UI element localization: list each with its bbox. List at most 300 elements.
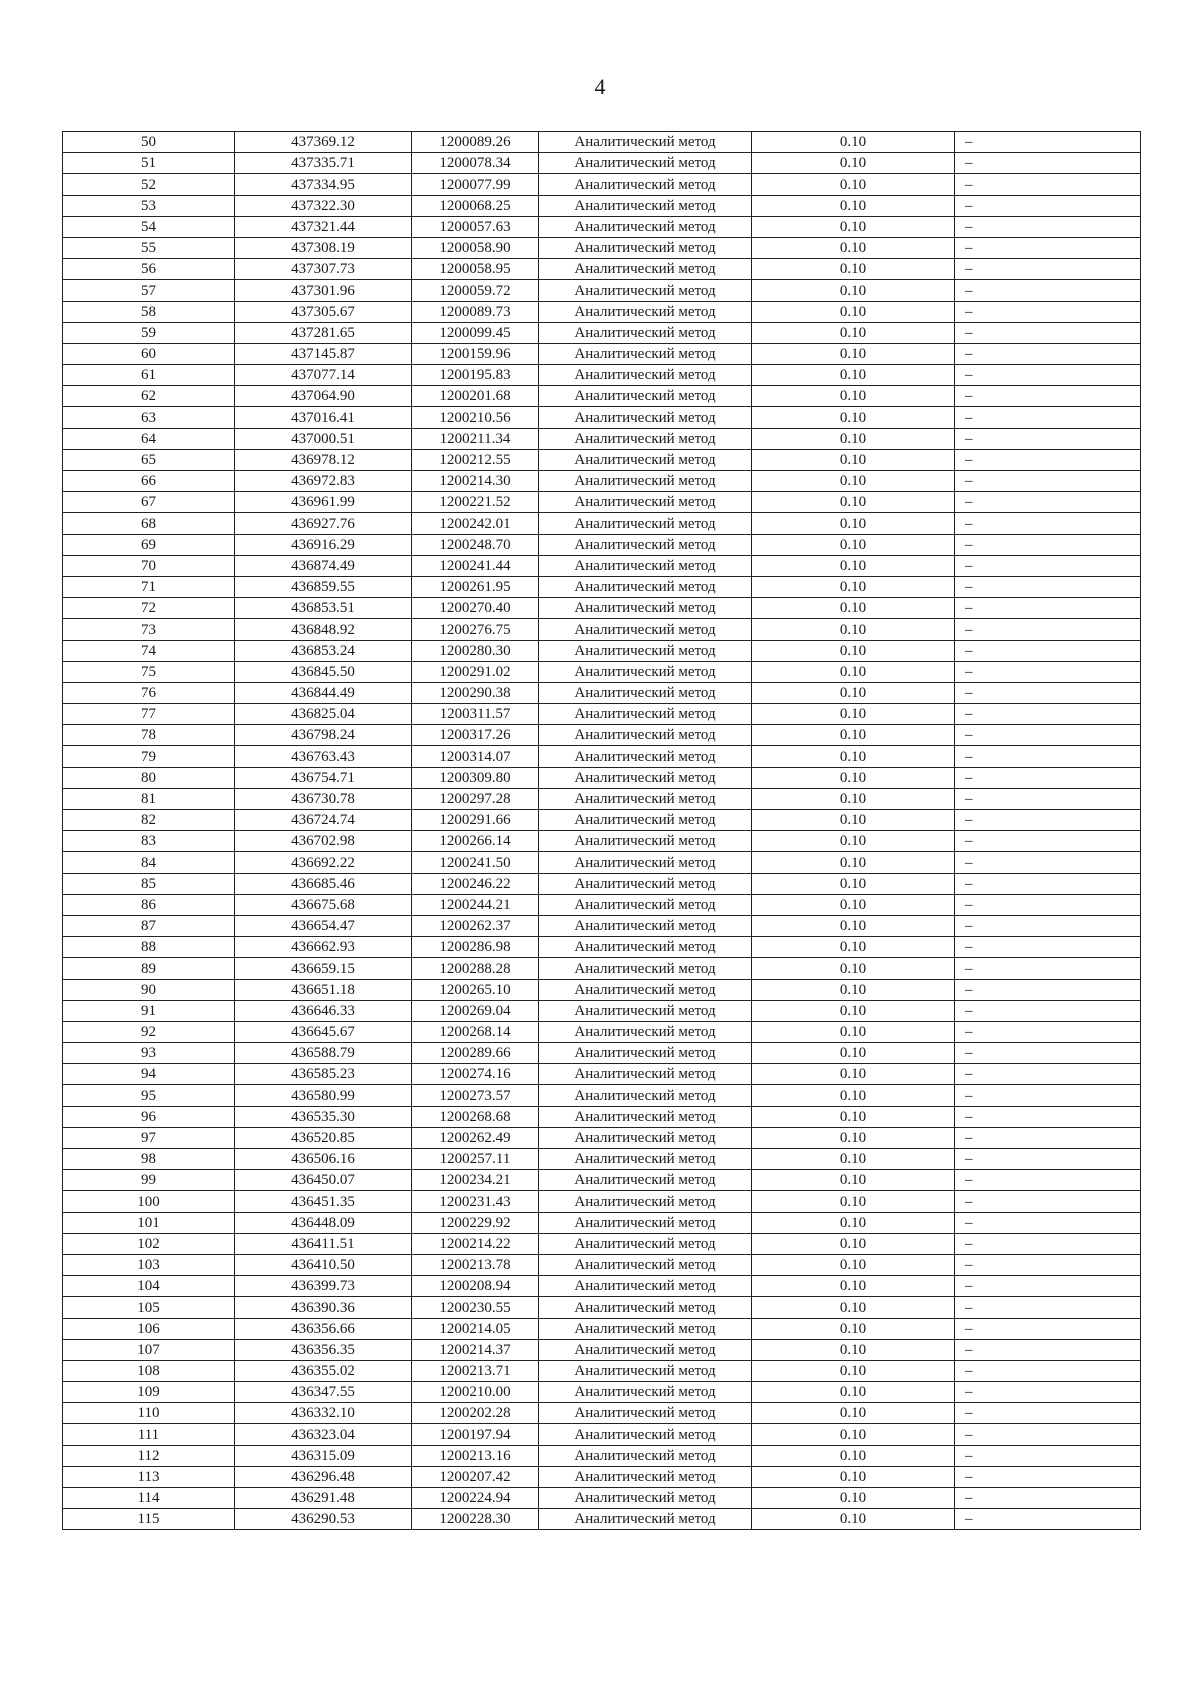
method-cell: Аналитический метод xyxy=(539,1360,752,1381)
accuracy-cell: 0.10 xyxy=(752,704,955,725)
x-coordinate-cell: 436535.30 xyxy=(235,1106,412,1127)
y-coordinate-cell: 1200246.22 xyxy=(412,873,539,894)
y-coordinate-cell: 1200234.21 xyxy=(412,1170,539,1191)
x-coordinate-cell: 436853.51 xyxy=(235,598,412,619)
table-row xyxy=(63,216,1141,237)
y-coordinate-cell: 1200195.83 xyxy=(412,365,539,386)
x-coordinate-cell: 436399.73 xyxy=(235,1276,412,1297)
point-number-cell: 111 xyxy=(63,1424,235,1445)
accuracy-cell: 0.10 xyxy=(752,1127,955,1148)
y-coordinate-cell: 1200297.28 xyxy=(412,788,539,809)
table-row xyxy=(63,1064,1141,1085)
accuracy-cell: 0.10 xyxy=(752,746,955,767)
table-row xyxy=(63,810,1141,831)
note-cell: – xyxy=(955,831,1141,852)
accuracy-cell: 0.10 xyxy=(752,937,955,958)
note-cell: – xyxy=(955,979,1141,1000)
accuracy-cell: 0.10 xyxy=(752,682,955,703)
accuracy-cell: 0.10 xyxy=(752,810,955,831)
method-cell: Аналитический метод xyxy=(539,894,752,915)
method-cell: Аналитический метод xyxy=(539,195,752,216)
method-cell: Аналитический метод xyxy=(539,831,752,852)
accuracy-cell: 0.10 xyxy=(752,1085,955,1106)
point-number-cell: 87 xyxy=(63,915,235,936)
note-cell: – xyxy=(955,788,1141,809)
x-coordinate-cell: 437000.51 xyxy=(235,428,412,449)
y-coordinate-cell: 1200269.04 xyxy=(412,1000,539,1021)
note-cell: – xyxy=(955,1170,1141,1191)
y-coordinate-cell: 1200202.28 xyxy=(412,1403,539,1424)
method-cell: Аналитический метод xyxy=(539,174,752,195)
table-row xyxy=(63,1382,1141,1403)
x-coordinate-cell: 436927.76 xyxy=(235,513,412,534)
table-row xyxy=(63,1212,1141,1233)
point-number-cell: 56 xyxy=(63,259,235,280)
x-coordinate-cell: 436588.79 xyxy=(235,1043,412,1064)
method-cell: Аналитический метод xyxy=(539,132,752,153)
point-number-cell: 57 xyxy=(63,280,235,301)
accuracy-cell: 0.10 xyxy=(752,958,955,979)
table-row xyxy=(63,746,1141,767)
note-cell: – xyxy=(955,682,1141,703)
method-cell: Аналитический метод xyxy=(539,280,752,301)
y-coordinate-cell: 1200265.10 xyxy=(412,979,539,1000)
y-coordinate-cell: 1200311.57 xyxy=(412,704,539,725)
accuracy-cell: 0.10 xyxy=(752,407,955,428)
x-coordinate-cell: 437307.73 xyxy=(235,259,412,280)
accuracy-cell: 0.10 xyxy=(752,1509,955,1530)
accuracy-cell: 0.10 xyxy=(752,1360,955,1381)
point-number-cell: 84 xyxy=(63,852,235,873)
point-number-cell: 95 xyxy=(63,1085,235,1106)
y-coordinate-cell: 1200244.21 xyxy=(412,894,539,915)
method-cell: Аналитический метод xyxy=(539,513,752,534)
x-coordinate-cell: 437308.19 xyxy=(235,237,412,258)
accuracy-cell: 0.10 xyxy=(752,471,955,492)
note-cell: – xyxy=(955,407,1141,428)
note-cell: – xyxy=(955,174,1141,195)
accuracy-cell: 0.10 xyxy=(752,555,955,576)
note-cell: – xyxy=(955,1000,1141,1021)
method-cell: Аналитический метод xyxy=(539,365,752,386)
x-coordinate-cell: 436506.16 xyxy=(235,1149,412,1170)
x-coordinate-cell: 436580.99 xyxy=(235,1085,412,1106)
method-cell: Аналитический метод xyxy=(539,1297,752,1318)
point-number-cell: 94 xyxy=(63,1064,235,1085)
accuracy-cell: 0.10 xyxy=(752,1000,955,1021)
accuracy-cell: 0.10 xyxy=(752,1318,955,1339)
point-number-cell: 88 xyxy=(63,937,235,958)
accuracy-cell: 0.10 xyxy=(752,767,955,788)
point-number-cell: 89 xyxy=(63,958,235,979)
point-number-cell: 61 xyxy=(63,365,235,386)
table-row xyxy=(63,195,1141,216)
point-number-cell: 81 xyxy=(63,788,235,809)
x-coordinate-cell: 436411.51 xyxy=(235,1233,412,1254)
y-coordinate-cell: 1200257.11 xyxy=(412,1149,539,1170)
y-coordinate-cell: 1200268.68 xyxy=(412,1106,539,1127)
y-coordinate-cell: 1200314.07 xyxy=(412,746,539,767)
table-row xyxy=(63,1424,1141,1445)
method-cell: Аналитический метод xyxy=(539,598,752,619)
table-row xyxy=(63,1403,1141,1424)
method-cell: Аналитический метод xyxy=(539,237,752,258)
table-row xyxy=(63,343,1141,364)
x-coordinate-cell: 436448.09 xyxy=(235,1212,412,1233)
y-coordinate-cell: 1200210.56 xyxy=(412,407,539,428)
table-row xyxy=(63,894,1141,915)
table-row xyxy=(63,237,1141,258)
note-cell: – xyxy=(955,259,1141,280)
y-coordinate-cell: 1200288.28 xyxy=(412,958,539,979)
x-coordinate-cell: 436844.49 xyxy=(235,682,412,703)
method-cell: Аналитический метод xyxy=(539,1509,752,1530)
y-coordinate-cell: 1200212.55 xyxy=(412,449,539,470)
table-row xyxy=(63,174,1141,195)
table-row xyxy=(63,449,1141,470)
point-number-cell: 52 xyxy=(63,174,235,195)
table-row xyxy=(63,788,1141,809)
table-row xyxy=(63,428,1141,449)
accuracy-cell: 0.10 xyxy=(752,428,955,449)
accuracy-cell: 0.10 xyxy=(752,1170,955,1191)
point-number-cell: 74 xyxy=(63,640,235,661)
x-coordinate-cell: 436692.22 xyxy=(235,852,412,873)
point-number-cell: 79 xyxy=(63,746,235,767)
point-number-cell: 69 xyxy=(63,534,235,555)
method-cell: Аналитический метод xyxy=(539,1021,752,1042)
y-coordinate-cell: 1200274.16 xyxy=(412,1064,539,1085)
x-coordinate-cell: 437322.30 xyxy=(235,195,412,216)
y-coordinate-cell: 1200078.34 xyxy=(412,153,539,174)
table-row xyxy=(63,640,1141,661)
point-number-cell: 78 xyxy=(63,725,235,746)
accuracy-cell: 0.10 xyxy=(752,280,955,301)
y-coordinate-cell: 1200089.73 xyxy=(412,301,539,322)
accuracy-cell: 0.10 xyxy=(752,598,955,619)
accuracy-cell: 0.10 xyxy=(752,661,955,682)
method-cell: Аналитический метод xyxy=(539,322,752,343)
x-coordinate-cell: 437145.87 xyxy=(235,343,412,364)
point-number-cell: 98 xyxy=(63,1149,235,1170)
y-coordinate-cell: 1200211.34 xyxy=(412,428,539,449)
note-cell: – xyxy=(955,937,1141,958)
point-number-cell: 72 xyxy=(63,598,235,619)
table-row xyxy=(63,301,1141,322)
x-coordinate-cell: 436520.85 xyxy=(235,1127,412,1148)
accuracy-cell: 0.10 xyxy=(752,1382,955,1403)
x-coordinate-cell: 436654.47 xyxy=(235,915,412,936)
note-cell: – xyxy=(955,1127,1141,1148)
note-cell: – xyxy=(955,1360,1141,1381)
table-row xyxy=(63,365,1141,386)
note-cell: – xyxy=(955,534,1141,555)
x-coordinate-cell: 437334.95 xyxy=(235,174,412,195)
table-row xyxy=(63,513,1141,534)
accuracy-cell: 0.10 xyxy=(752,894,955,915)
point-number-cell: 68 xyxy=(63,513,235,534)
y-coordinate-cell: 1200309.80 xyxy=(412,767,539,788)
table-row xyxy=(63,280,1141,301)
x-coordinate-cell: 436410.50 xyxy=(235,1254,412,1275)
y-coordinate-cell: 1200057.63 xyxy=(412,216,539,237)
point-number-cell: 86 xyxy=(63,894,235,915)
accuracy-cell: 0.10 xyxy=(752,1106,955,1127)
method-cell: Аналитический метод xyxy=(539,428,752,449)
method-cell: Аналитический метод xyxy=(539,1382,752,1403)
point-number-cell: 62 xyxy=(63,386,235,407)
y-coordinate-cell: 1200058.95 xyxy=(412,259,539,280)
x-coordinate-cell: 437335.71 xyxy=(235,153,412,174)
point-number-cell: 99 xyxy=(63,1170,235,1191)
point-number-cell: 104 xyxy=(63,1276,235,1297)
point-number-cell: 110 xyxy=(63,1403,235,1424)
accuracy-cell: 0.10 xyxy=(752,915,955,936)
note-cell: – xyxy=(955,810,1141,831)
table-row xyxy=(63,471,1141,492)
point-number-cell: 105 xyxy=(63,1297,235,1318)
y-coordinate-cell: 1200262.37 xyxy=(412,915,539,936)
x-coordinate-cell: 436356.35 xyxy=(235,1339,412,1360)
method-cell: Аналитический метод xyxy=(539,937,752,958)
x-coordinate-cell: 436450.07 xyxy=(235,1170,412,1191)
method-cell: Аналитический метод xyxy=(539,1424,752,1445)
x-coordinate-cell: 436972.83 xyxy=(235,471,412,492)
method-cell: Аналитический метод xyxy=(539,1233,752,1254)
table-row xyxy=(63,661,1141,682)
note-cell: – xyxy=(955,428,1141,449)
y-coordinate-cell: 1200289.66 xyxy=(412,1043,539,1064)
note-cell: – xyxy=(955,386,1141,407)
point-number-cell: 113 xyxy=(63,1466,235,1487)
note-cell: – xyxy=(955,343,1141,364)
table-row xyxy=(63,153,1141,174)
x-coordinate-cell: 436332.10 xyxy=(235,1403,412,1424)
method-cell: Аналитический метод xyxy=(539,788,752,809)
x-coordinate-cell: 436356.66 xyxy=(235,1318,412,1339)
note-cell: – xyxy=(955,365,1141,386)
method-cell: Аналитический метод xyxy=(539,471,752,492)
method-cell: Аналитический метод xyxy=(539,1318,752,1339)
point-number-cell: 91 xyxy=(63,1000,235,1021)
table-row xyxy=(63,831,1141,852)
accuracy-cell: 0.10 xyxy=(752,1191,955,1212)
table-row xyxy=(63,873,1141,894)
method-cell: Аналитический метод xyxy=(539,1000,752,1021)
y-coordinate-cell: 1200270.40 xyxy=(412,598,539,619)
note-cell: – xyxy=(955,280,1141,301)
x-coordinate-cell: 436754.71 xyxy=(235,767,412,788)
note-cell: – xyxy=(955,1403,1141,1424)
method-cell: Аналитический метод xyxy=(539,534,752,555)
accuracy-cell: 0.10 xyxy=(752,237,955,258)
note-cell: – xyxy=(955,915,1141,936)
method-cell: Аналитический метод xyxy=(539,301,752,322)
x-coordinate-cell: 436845.50 xyxy=(235,661,412,682)
point-number-cell: 90 xyxy=(63,979,235,1000)
accuracy-cell: 0.10 xyxy=(752,1403,955,1424)
note-cell: – xyxy=(955,598,1141,619)
accuracy-cell: 0.10 xyxy=(752,979,955,1000)
table-row xyxy=(63,407,1141,428)
method-cell: Аналитический метод xyxy=(539,343,752,364)
y-coordinate-cell: 1200221.52 xyxy=(412,492,539,513)
method-cell: Аналитический метод xyxy=(539,386,752,407)
method-cell: Аналитический метод xyxy=(539,682,752,703)
method-cell: Аналитический метод xyxy=(539,873,752,894)
point-number-cell: 50 xyxy=(63,132,235,153)
accuracy-cell: 0.10 xyxy=(752,1254,955,1275)
accuracy-cell: 0.10 xyxy=(752,259,955,280)
x-coordinate-cell: 437305.67 xyxy=(235,301,412,322)
x-coordinate-cell: 436662.93 xyxy=(235,937,412,958)
accuracy-cell: 0.10 xyxy=(752,153,955,174)
point-number-cell: 83 xyxy=(63,831,235,852)
method-cell: Аналитический метод xyxy=(539,640,752,661)
y-coordinate-cell: 1200197.94 xyxy=(412,1424,539,1445)
y-coordinate-cell: 1200230.55 xyxy=(412,1297,539,1318)
accuracy-cell: 0.10 xyxy=(752,1424,955,1445)
accuracy-cell: 0.10 xyxy=(752,1212,955,1233)
x-coordinate-cell: 436702.98 xyxy=(235,831,412,852)
table-row xyxy=(63,1445,1141,1466)
x-coordinate-cell: 436585.23 xyxy=(235,1064,412,1085)
method-cell: Аналитический метод xyxy=(539,1170,752,1191)
point-number-cell: 73 xyxy=(63,619,235,640)
y-coordinate-cell: 1200214.05 xyxy=(412,1318,539,1339)
y-coordinate-cell: 1200229.92 xyxy=(412,1212,539,1233)
point-number-cell: 70 xyxy=(63,555,235,576)
note-cell: – xyxy=(955,492,1141,513)
note-cell: – xyxy=(955,1382,1141,1403)
note-cell: – xyxy=(955,322,1141,343)
point-number-cell: 102 xyxy=(63,1233,235,1254)
method-cell: Аналитический метод xyxy=(539,1339,752,1360)
table-row xyxy=(63,576,1141,597)
x-coordinate-cell: 436978.12 xyxy=(235,449,412,470)
accuracy-cell: 0.10 xyxy=(752,576,955,597)
x-coordinate-cell: 436323.04 xyxy=(235,1424,412,1445)
point-number-cell: 75 xyxy=(63,661,235,682)
y-coordinate-cell: 1200077.99 xyxy=(412,174,539,195)
point-number-cell: 77 xyxy=(63,704,235,725)
accuracy-cell: 0.10 xyxy=(752,873,955,894)
table-row xyxy=(63,1106,1141,1127)
accuracy-cell: 0.10 xyxy=(752,1021,955,1042)
y-coordinate-cell: 1200207.42 xyxy=(412,1466,539,1487)
note-cell: – xyxy=(955,746,1141,767)
method-cell: Аналитический метод xyxy=(539,1085,752,1106)
accuracy-cell: 0.10 xyxy=(752,534,955,555)
table-row xyxy=(63,1127,1141,1148)
method-cell: Аналитический метод xyxy=(539,576,752,597)
y-coordinate-cell: 1200089.26 xyxy=(412,132,539,153)
y-coordinate-cell: 1200213.16 xyxy=(412,1445,539,1466)
note-cell: – xyxy=(955,640,1141,661)
note-cell: – xyxy=(955,1424,1141,1445)
method-cell: Аналитический метод xyxy=(539,259,752,280)
x-coordinate-cell: 436291.48 xyxy=(235,1488,412,1509)
x-coordinate-cell: 437369.12 xyxy=(235,132,412,153)
x-coordinate-cell: 436853.24 xyxy=(235,640,412,661)
y-coordinate-cell: 1200059.72 xyxy=(412,280,539,301)
note-cell: – xyxy=(955,725,1141,746)
y-coordinate-cell: 1200290.38 xyxy=(412,682,539,703)
accuracy-cell: 0.10 xyxy=(752,301,955,322)
y-coordinate-cell: 1200286.98 xyxy=(412,937,539,958)
accuracy-cell: 0.10 xyxy=(752,343,955,364)
table-row xyxy=(63,1360,1141,1381)
point-number-cell: 100 xyxy=(63,1191,235,1212)
note-cell: – xyxy=(955,1254,1141,1275)
note-cell: – xyxy=(955,1297,1141,1318)
x-coordinate-cell: 436859.55 xyxy=(235,576,412,597)
accuracy-cell: 0.10 xyxy=(752,1276,955,1297)
x-coordinate-cell: 436646.33 xyxy=(235,1000,412,1021)
accuracy-cell: 0.10 xyxy=(752,1466,955,1487)
table-row xyxy=(63,322,1141,343)
point-number-cell: 54 xyxy=(63,216,235,237)
accuracy-cell: 0.10 xyxy=(752,725,955,746)
table-row xyxy=(63,937,1141,958)
x-coordinate-cell: 437281.65 xyxy=(235,322,412,343)
method-cell: Аналитический метод xyxy=(539,1403,752,1424)
accuracy-cell: 0.10 xyxy=(752,365,955,386)
method-cell: Аналитический метод xyxy=(539,1254,752,1275)
table-row xyxy=(63,915,1141,936)
table-row xyxy=(63,704,1141,725)
x-coordinate-cell: 436848.92 xyxy=(235,619,412,640)
point-number-cell: 112 xyxy=(63,1445,235,1466)
y-coordinate-cell: 1200276.75 xyxy=(412,619,539,640)
note-cell: – xyxy=(955,216,1141,237)
accuracy-cell: 0.10 xyxy=(752,513,955,534)
method-cell: Аналитический метод xyxy=(539,1043,752,1064)
table-row xyxy=(63,492,1141,513)
note-cell: – xyxy=(955,555,1141,576)
point-number-cell: 115 xyxy=(63,1509,235,1530)
table-row xyxy=(63,1085,1141,1106)
table-row xyxy=(63,1254,1141,1275)
method-cell: Аналитический метод xyxy=(539,555,752,576)
note-cell: – xyxy=(955,767,1141,788)
note-cell: – xyxy=(955,1064,1141,1085)
table-row xyxy=(63,1509,1141,1530)
point-number-cell: 60 xyxy=(63,343,235,364)
table-row xyxy=(63,1170,1141,1191)
table-row xyxy=(63,1021,1141,1042)
point-number-cell: 92 xyxy=(63,1021,235,1042)
x-coordinate-cell: 436390.36 xyxy=(235,1297,412,1318)
x-coordinate-cell: 436763.43 xyxy=(235,746,412,767)
y-coordinate-cell: 1200248.70 xyxy=(412,534,539,555)
point-number-cell: 67 xyxy=(63,492,235,513)
x-coordinate-cell: 436296.48 xyxy=(235,1466,412,1487)
point-number-cell: 107 xyxy=(63,1339,235,1360)
method-cell: Аналитический метод xyxy=(539,979,752,1000)
accuracy-cell: 0.10 xyxy=(752,831,955,852)
method-cell: Аналитический метод xyxy=(539,810,752,831)
point-number-cell: 85 xyxy=(63,873,235,894)
y-coordinate-cell: 1200159.96 xyxy=(412,343,539,364)
table-row xyxy=(63,1488,1141,1509)
accuracy-cell: 0.10 xyxy=(752,1488,955,1509)
y-coordinate-cell: 1200231.43 xyxy=(412,1191,539,1212)
method-cell: Аналитический метод xyxy=(539,746,752,767)
note-cell: – xyxy=(955,1043,1141,1064)
method-cell: Аналитический метод xyxy=(539,1276,752,1297)
x-coordinate-cell: 436685.46 xyxy=(235,873,412,894)
